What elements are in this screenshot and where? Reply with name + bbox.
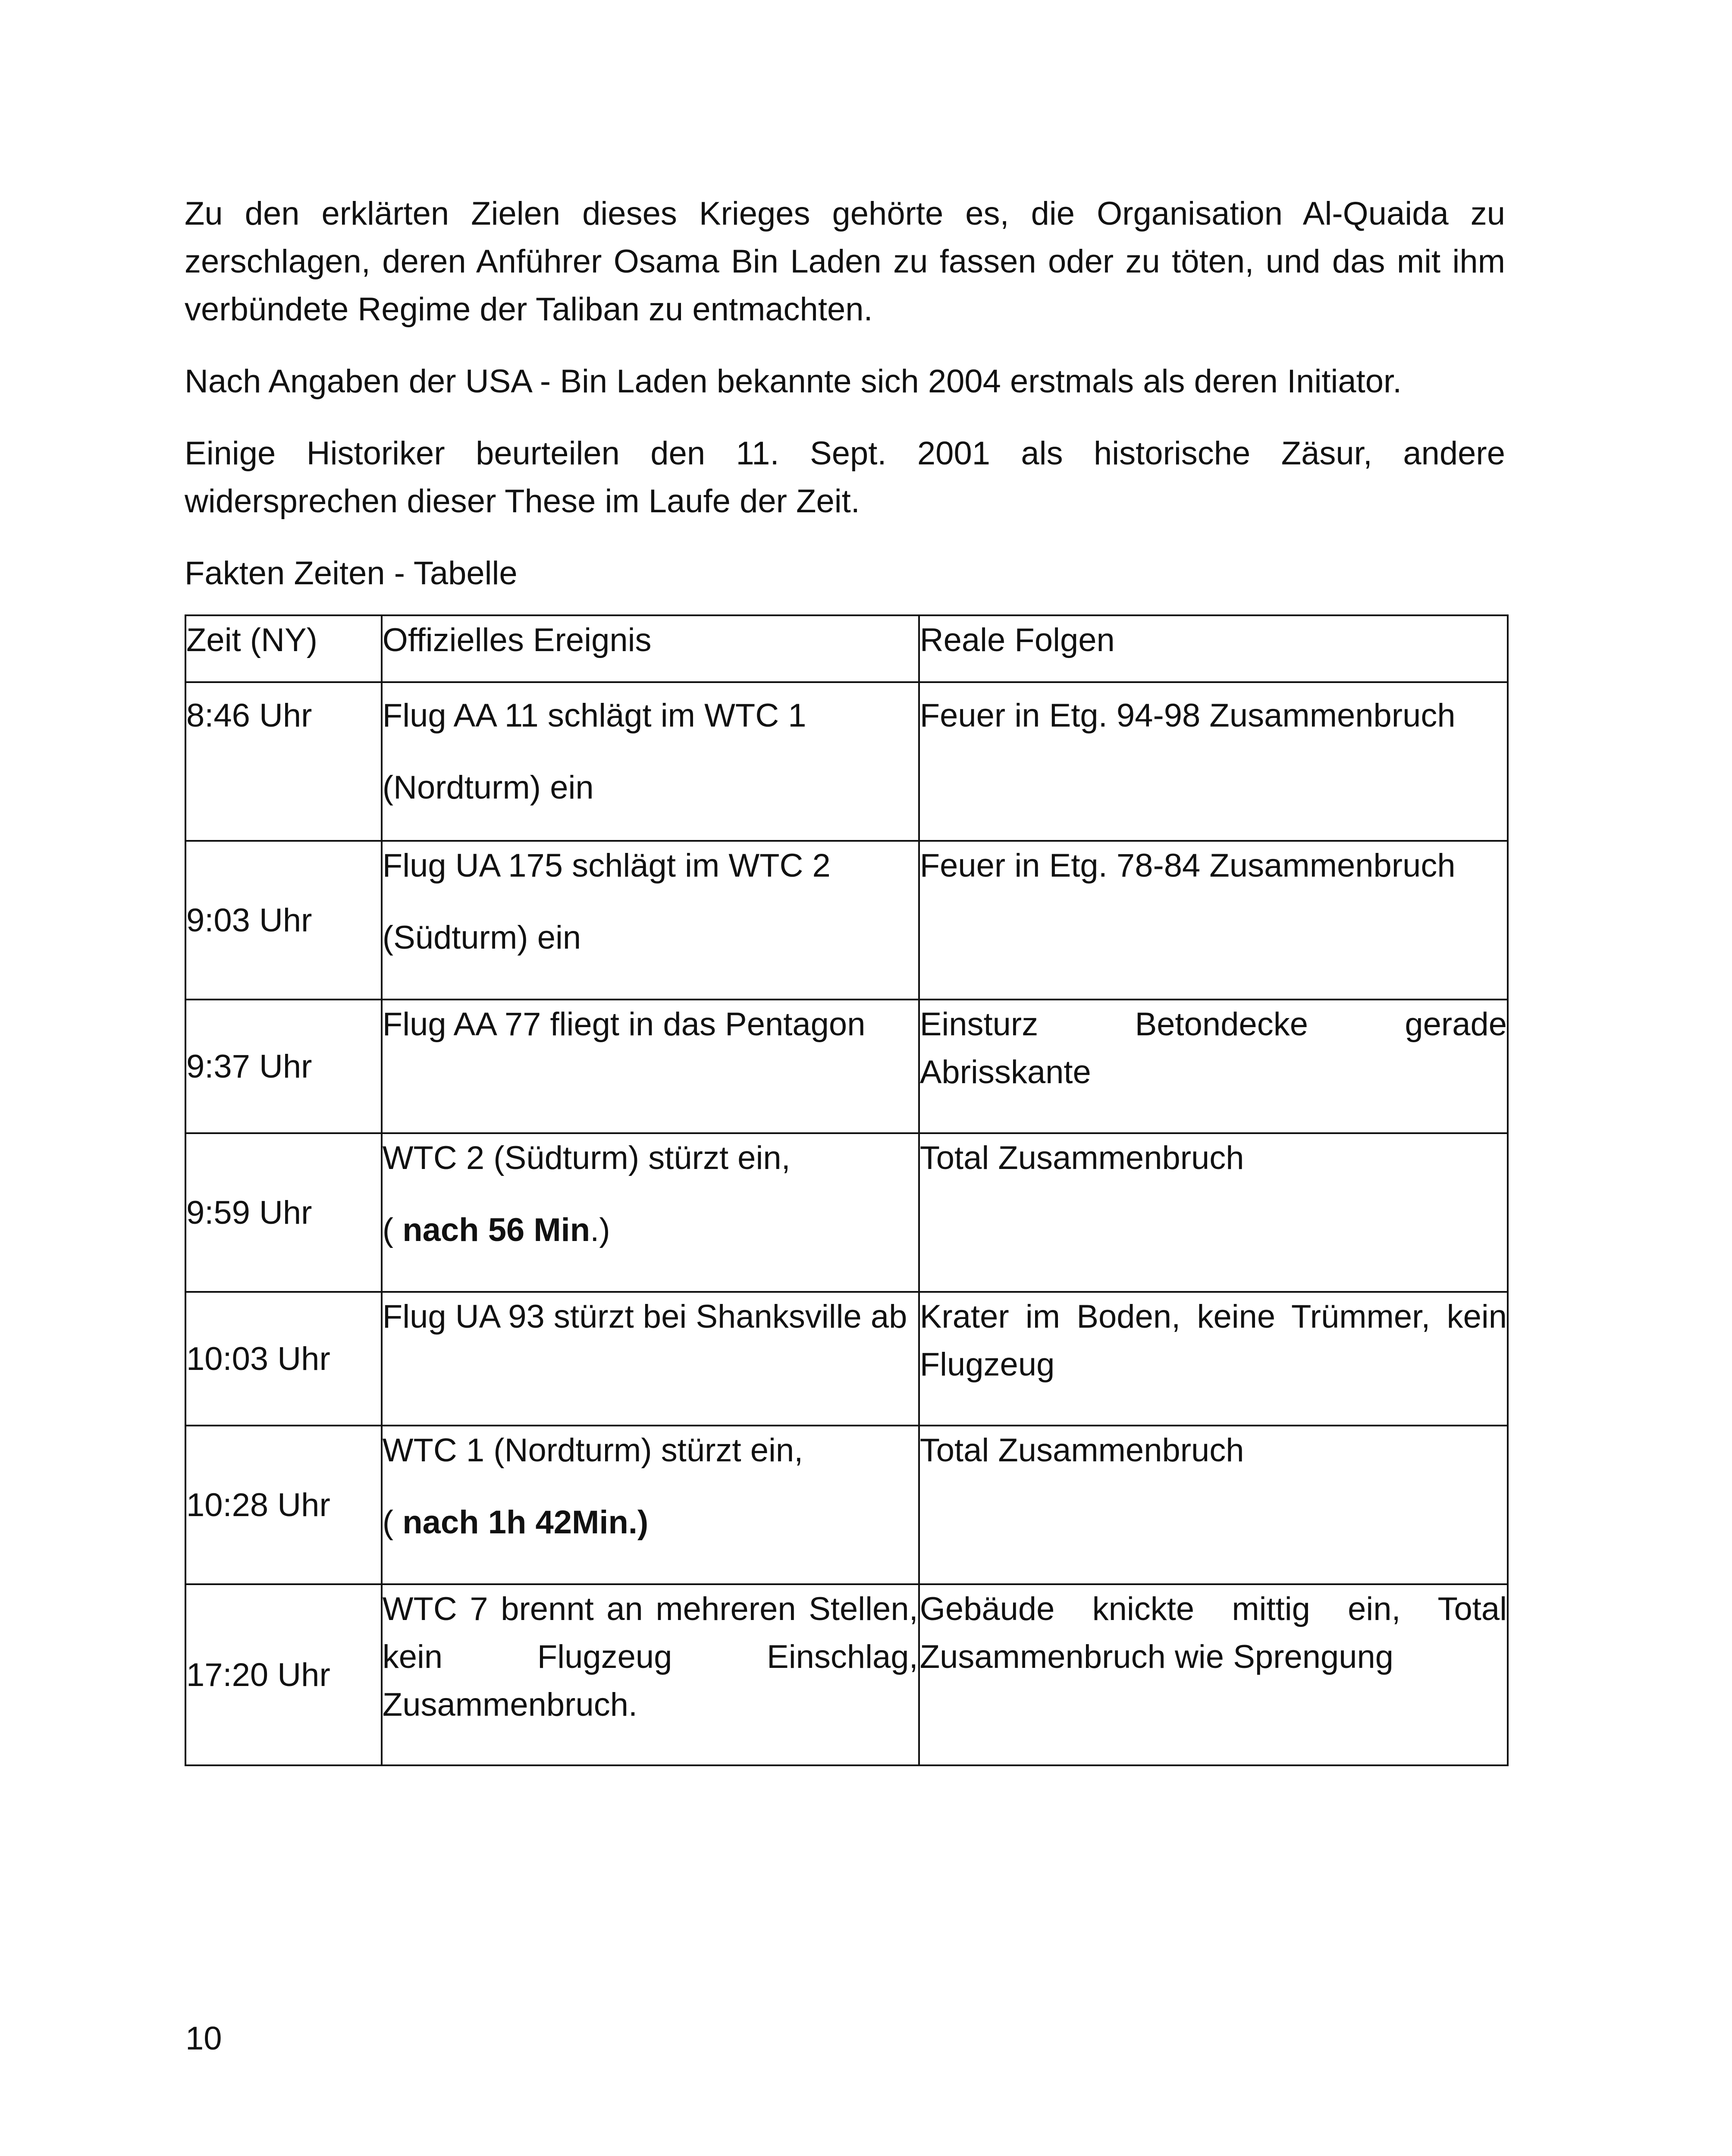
cell-time: 9:59 Uhr bbox=[185, 1133, 382, 1292]
cell-time: 10:28 Uhr bbox=[185, 1426, 382, 1584]
event-line: Flug UA 175 schlägt im WTC 2 bbox=[382, 847, 831, 884]
cell-event bbox=[382, 682, 919, 841]
event-line: WTC 2 (Südturm) stürzt ein, bbox=[382, 1140, 791, 1176]
event-text: .) bbox=[590, 1212, 610, 1248]
table-row bbox=[185, 1292, 1508, 1426]
paragraph-usa-statement: Nach Angaben der USA - Bin Laden bekannte sich 2004 erstmals als deren Initiator. bbox=[185, 363, 1402, 400]
cell-consequence: Total Zusammenbruch bbox=[919, 1133, 1508, 1292]
cell-event bbox=[382, 841, 919, 1000]
facts-table bbox=[185, 614, 1509, 1766]
cell-time: 9:37 Uhr bbox=[185, 1000, 382, 1133]
paragraph-historians: Einige Historiker beurteilen den 11. Sept. 2001 als historische Zäsur, andere widersprechen dieser These im Laufe der Zeit. bbox=[185, 435, 1505, 520]
event-text: ( bbox=[382, 1212, 403, 1248]
cell-consequence: Einsturz Betondecke gerade Abrisskante bbox=[919, 1000, 1508, 1133]
table-caption: Fakten Zeiten - Tabelle bbox=[185, 555, 518, 592]
cell-time: 8:46 Uhr bbox=[185, 682, 382, 841]
cell-consequence: Feuer in Etg. 78-84 Zusammenbruch bbox=[919, 841, 1508, 1000]
event-line: Flug AA 11 schlägt im WTC 1 bbox=[382, 697, 806, 734]
page-number: 10 bbox=[185, 2020, 222, 2057]
header-time: Zeit (NY) bbox=[185, 615, 382, 682]
cell-consequence: Krater im Boden, keine Trümmer, kein Flugzeug bbox=[919, 1292, 1508, 1426]
cell-time: 17:20 Uhr bbox=[185, 1584, 382, 1765]
event-line: WTC 1 (Nordturm) stürzt ein, bbox=[382, 1432, 803, 1469]
table-row bbox=[185, 1133, 1508, 1292]
event-line bbox=[383, 1498, 918, 1546]
cell-consequence: Total Zusammenbruch bbox=[919, 1426, 1508, 1584]
table-row bbox=[185, 1000, 1508, 1133]
cell-consequence: Feuer in Etg. 94-98 Zusammenbruch bbox=[919, 682, 1508, 841]
cell-event: Flug AA 77 fliegt in das Pentagon bbox=[382, 1000, 919, 1133]
cell-time: 9:03 Uhr bbox=[185, 841, 382, 1000]
document-page bbox=[185, 190, 1505, 1766]
event-line bbox=[383, 1206, 918, 1254]
event-line: (Südturm) ein bbox=[382, 919, 581, 956]
duration-highlight: nach 56 Min bbox=[402, 1212, 590, 1248]
header-consequence: Reale Folgen bbox=[919, 615, 1508, 682]
table-row bbox=[185, 841, 1508, 1000]
event-line: (Nordturm) ein bbox=[382, 769, 594, 806]
table-row bbox=[185, 1426, 1508, 1584]
table-header-row bbox=[185, 615, 1508, 682]
duration-highlight: nach 1h 42Min.) bbox=[402, 1504, 649, 1541]
cell-time: 10:03 Uhr bbox=[185, 1292, 382, 1426]
cell-consequence: Gebäude knickte mittig ein, Total Zusammenbruch wie Sprengung bbox=[919, 1584, 1508, 1765]
cell-event: Flug UA 93 stürzt bei Shanksville ab bbox=[382, 1292, 919, 1426]
cell-event bbox=[382, 1133, 919, 1292]
header-event: Offizielles Ereignis bbox=[382, 615, 919, 682]
cell-event: WTC 7 brennt an mehreren Stellen, kein Flugzeug Einschlag, Zusammenbruch. bbox=[382, 1584, 919, 1765]
event-text: ( bbox=[382, 1504, 403, 1541]
cell-event bbox=[382, 1426, 919, 1584]
paragraph-war-goals: Zu den erklärten Zielen dieses Krieges gehörte es, die Organisation Al-Quaida zu zerschlagen, deren Anführer Osama Bin Laden zu fassen oder zu töten, und das mit ihm verbündete Regime der Taliban zu entmachten. bbox=[185, 195, 1505, 328]
table-row bbox=[185, 1584, 1508, 1765]
table-row bbox=[185, 682, 1508, 841]
